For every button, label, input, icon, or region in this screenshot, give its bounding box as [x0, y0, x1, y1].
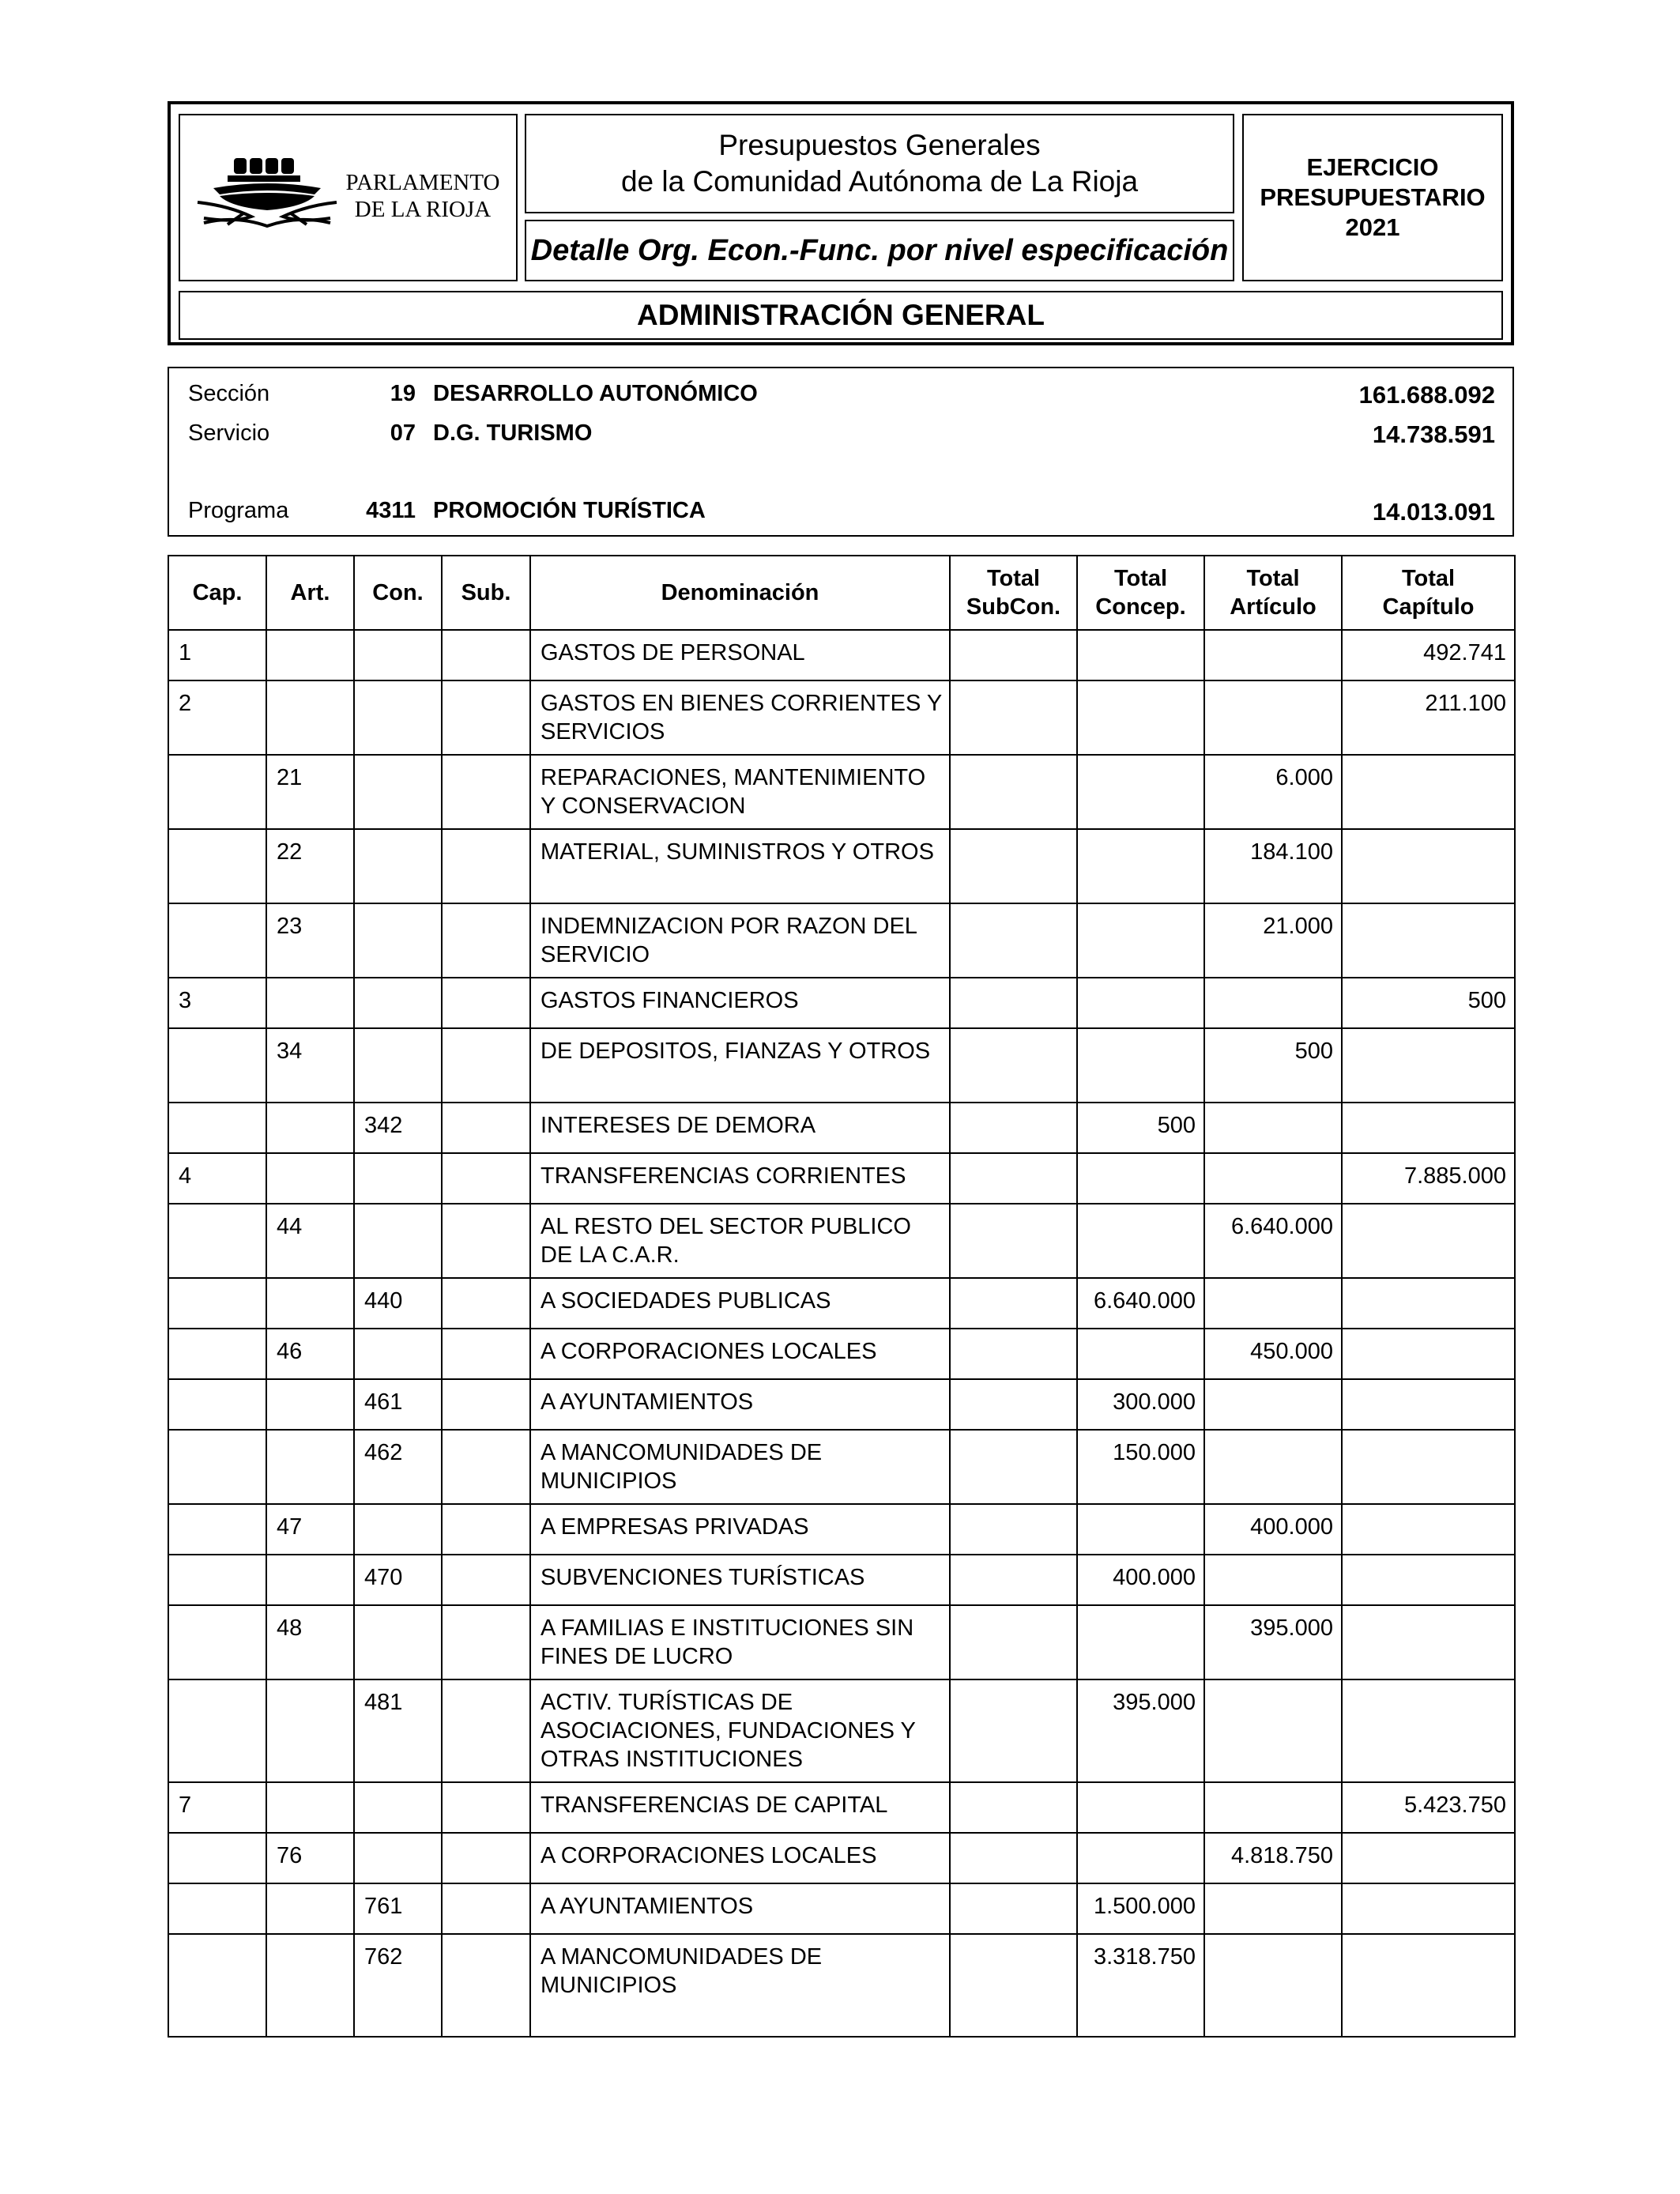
cell-total-subcon — [950, 1605, 1077, 1679]
table-row — [168, 1883, 1515, 1934]
ejercicio-line2: PRESUPUESTARIO — [1260, 183, 1486, 211]
cell-sub — [442, 630, 530, 680]
cell-cap: 4 — [168, 1153, 266, 1204]
seccion-row — [169, 381, 1512, 413]
servicio-row — [169, 420, 1512, 452]
cell-art — [266, 630, 354, 680]
cell-art — [266, 1883, 354, 1934]
table-row — [168, 1782, 1515, 1833]
cell-con: 761 — [354, 1883, 442, 1934]
cell-total-concep — [1077, 680, 1204, 755]
cell-total-subcon — [950, 1679, 1077, 1782]
cell-con — [354, 755, 442, 829]
cell-total-concep: 150.000 — [1077, 1430, 1204, 1504]
cell-total-concep: 300.000 — [1077, 1379, 1204, 1430]
cell-total-capitulo — [1342, 1430, 1515, 1504]
cell-art — [266, 1555, 354, 1605]
cell-sub — [442, 978, 530, 1028]
cell-total-capitulo: 492.741 — [1342, 630, 1515, 680]
column-header-total-concep: Total Concep. — [1077, 556, 1204, 630]
cell-denominacion: A FAMILIAS E INSTITUCIONES SIN FINES DE LUCRO — [530, 1605, 950, 1679]
cell-art — [266, 680, 354, 755]
cell-total-capitulo — [1342, 1934, 1515, 2037]
programa-row — [169, 498, 1512, 530]
cell-total-concep — [1077, 1605, 1204, 1679]
cell-cap — [168, 1833, 266, 1883]
table-row — [168, 1430, 1515, 1504]
cell-con: 481 — [354, 1679, 442, 1782]
cell-art: 44 — [266, 1204, 354, 1278]
table-row — [168, 1379, 1515, 1430]
cell-total-concep — [1077, 1782, 1204, 1833]
cell-total-subcon — [950, 1883, 1077, 1934]
cell-total-subcon — [950, 1028, 1077, 1103]
cell-cap — [168, 1504, 266, 1555]
cell-con — [354, 1204, 442, 1278]
cell-sub — [442, 680, 530, 755]
cell-cap — [168, 755, 266, 829]
cell-total-articulo: 184.100 — [1204, 829, 1342, 903]
cell-total-capitulo — [1342, 1883, 1515, 1934]
cell-total-capitulo: 211.100 — [1342, 680, 1515, 755]
cell-sub — [442, 1555, 530, 1605]
cell-sub — [442, 1782, 530, 1833]
cell-sub — [442, 1934, 530, 2037]
cell-cap — [168, 1430, 266, 1504]
cell-total-articulo: 450.000 — [1204, 1329, 1342, 1379]
table-row — [168, 829, 1515, 903]
cell-total-subcon — [950, 1379, 1077, 1430]
cell-total-subcon — [950, 1833, 1077, 1883]
cell-art — [266, 1679, 354, 1782]
seccion-label: Sección — [188, 381, 270, 406]
cell-con: 461 — [354, 1379, 442, 1430]
cell-total-articulo — [1204, 680, 1342, 755]
cell-sub — [442, 1028, 530, 1103]
cell-total-concep — [1077, 1833, 1204, 1883]
cell-cap — [168, 1329, 266, 1379]
cell-total-concep — [1077, 1329, 1204, 1379]
cell-denominacion: ACTIV. TURÍSTICAS DE ASOCIACIONES, FUNDACIONES Y OTRAS INSTITUCIONES — [530, 1679, 950, 1782]
cell-sub — [442, 1153, 530, 1204]
programa-code: 4311 — [366, 498, 416, 523]
cell-total-articulo — [1204, 1555, 1342, 1605]
cell-sub — [442, 755, 530, 829]
column-header-cap: Cap. — [168, 556, 266, 630]
cell-sub — [442, 903, 530, 978]
cell-cap — [168, 1028, 266, 1103]
cell-art — [266, 1103, 354, 1153]
cell-total-capitulo: 500 — [1342, 978, 1515, 1028]
table-row — [168, 1679, 1515, 1782]
title-line2: de la Comunidad Autónoma de La Rioja — [620, 165, 1139, 198]
cell-total-articulo — [1204, 1430, 1342, 1504]
cell-total-articulo — [1204, 1103, 1342, 1153]
cell-total-capitulo — [1342, 1028, 1515, 1103]
servicio-amount: 14.738.591 — [1372, 420, 1495, 448]
cell-total-subcon — [950, 1153, 1077, 1204]
cell-total-subcon — [950, 829, 1077, 903]
logo-text — [332, 169, 514, 223]
table-row — [168, 630, 1515, 680]
cell-total-capitulo — [1342, 1204, 1515, 1278]
servicio-name: D.G. TURISMO — [433, 420, 593, 446]
cell-total-articulo: 6.640.000 — [1204, 1204, 1342, 1278]
cell-total-articulo: 6.000 — [1204, 755, 1342, 829]
cell-total-subcon — [950, 1278, 1077, 1329]
cell-total-concep — [1077, 1204, 1204, 1278]
column-header-art: Art. — [266, 556, 354, 630]
cell-total-concep: 3.318.750 — [1077, 1934, 1204, 2037]
cell-total-capitulo — [1342, 1555, 1515, 1605]
cell-denominacion: GASTOS FINANCIEROS — [530, 978, 950, 1028]
cell-art: 47 — [266, 1504, 354, 1555]
table-row — [168, 978, 1515, 1028]
cell-total-concep: 500 — [1077, 1103, 1204, 1153]
cell-con — [354, 1504, 442, 1555]
cell-cap — [168, 1278, 266, 1329]
cell-total-articulo: 400.000 — [1204, 1504, 1342, 1555]
cell-cap: 1 — [168, 630, 266, 680]
cell-denominacion: SUBVENCIONES TURÍSTICAS — [530, 1555, 950, 1605]
cell-denominacion: A SOCIEDADES PUBLICAS — [530, 1278, 950, 1329]
cell-sub — [442, 1605, 530, 1679]
cell-cap — [168, 1103, 266, 1153]
cell-total-capitulo — [1342, 755, 1515, 829]
logo-text-line2: DE LA RIOJA — [354, 197, 492, 222]
cell-art: 23 — [266, 903, 354, 978]
section-title: ADMINISTRACIÓN GENERAL — [637, 299, 1045, 331]
cell-total-subcon — [950, 978, 1077, 1028]
cell-total-articulo: 395.000 — [1204, 1605, 1342, 1679]
seccion-code: 19 — [390, 381, 416, 406]
cell-art: 48 — [266, 1605, 354, 1679]
admin-box — [179, 291, 1503, 340]
column-header-total-subcon: Total SubCon. — [950, 556, 1077, 630]
cell-denominacion: A MANCOMUNIDADES DE MUNICIPIOS — [530, 1430, 950, 1504]
table-header-row — [168, 556, 1515, 630]
cell-total-subcon — [950, 1504, 1077, 1555]
cell-total-concep: 6.640.000 — [1077, 1278, 1204, 1329]
cell-total-capitulo — [1342, 1605, 1515, 1679]
cell-art: 46 — [266, 1329, 354, 1379]
cell-cap: 7 — [168, 1782, 266, 1833]
cell-con — [354, 1605, 442, 1679]
cell-total-articulo — [1204, 630, 1342, 680]
cell-art — [266, 978, 354, 1028]
cell-con — [354, 1153, 442, 1204]
cell-denominacion: INDEMNIZACION POR RAZON DEL SERVICIO — [530, 903, 950, 978]
table-row — [168, 1278, 1515, 1329]
cell-sub — [442, 1278, 530, 1329]
column-header-total-capitulo: Total Capítulo — [1342, 556, 1515, 630]
cell-art — [266, 1278, 354, 1329]
document-header — [168, 101, 1514, 345]
subtitle-box — [525, 220, 1234, 281]
cell-art — [266, 1153, 354, 1204]
cell-total-subcon — [950, 903, 1077, 978]
table-row — [168, 1555, 1515, 1605]
cell-total-capitulo — [1342, 1833, 1515, 1883]
cell-total-capitulo — [1342, 903, 1515, 978]
title-line1: Presupuestos Generales — [718, 129, 1041, 161]
parlamento-emblem-icon — [196, 147, 338, 242]
table-row — [168, 1605, 1515, 1679]
cell-total-concep — [1077, 829, 1204, 903]
cell-total-subcon — [950, 680, 1077, 755]
cell-total-concep — [1077, 630, 1204, 680]
table-row — [168, 1833, 1515, 1883]
cell-denominacion: GASTOS DE PERSONAL — [530, 630, 950, 680]
cell-denominacion: REPARACIONES, MANTENIMIENTO Y CONSERVACION — [530, 755, 950, 829]
cell-sub — [442, 1103, 530, 1153]
table-row — [168, 903, 1515, 978]
cell-total-articulo — [1204, 1782, 1342, 1833]
seccion-amount: 161.688.092 — [1358, 381, 1495, 409]
cell-total-subcon — [950, 1204, 1077, 1278]
cell-total-articulo — [1204, 978, 1342, 1028]
cell-con — [354, 630, 442, 680]
cell-denominacion: A AYUNTAMIENTOS — [530, 1379, 950, 1430]
cell-con — [354, 1329, 442, 1379]
cell-sub — [442, 1329, 530, 1379]
cell-con — [354, 829, 442, 903]
table-row — [168, 755, 1515, 829]
cell-denominacion: GASTOS EN BIENES CORRIENTES Y SERVICIOS — [530, 680, 950, 755]
cell-total-subcon — [950, 1782, 1077, 1833]
cell-total-subcon — [950, 755, 1077, 829]
cell-con: 440 — [354, 1278, 442, 1329]
seccion-name: DESARROLLO AUTONÓMICO — [433, 381, 758, 406]
table-row — [168, 1153, 1515, 1204]
programa-name: PROMOCIÓN TURÍSTICA — [433, 498, 706, 523]
cell-sub — [442, 1679, 530, 1782]
cell-con — [354, 1782, 442, 1833]
cell-total-subcon — [950, 1934, 1077, 2037]
cell-total-concep — [1077, 1028, 1204, 1103]
cell-denominacion: MATERIAL, SUMINISTROS Y OTROS — [530, 829, 950, 903]
cell-total-articulo — [1204, 1934, 1342, 2037]
logo-box — [179, 114, 518, 281]
cell-denominacion: TRANSFERENCIAS CORRIENTES — [530, 1153, 950, 1204]
servicio-code: 07 — [390, 420, 416, 446]
cell-cap — [168, 1679, 266, 1782]
cell-total-concep — [1077, 903, 1204, 978]
cell-art: 22 — [266, 829, 354, 903]
cell-art: 76 — [266, 1833, 354, 1883]
cell-denominacion: A CORPORACIONES LOCALES — [530, 1329, 950, 1379]
cell-art — [266, 1379, 354, 1430]
cell-total-articulo: 4.818.750 — [1204, 1833, 1342, 1883]
cell-cap — [168, 903, 266, 978]
cell-denominacion: A MANCOMUNIDADES DE MUNICIPIOS — [530, 1934, 950, 2037]
cell-cap — [168, 1934, 266, 2037]
cell-art: 21 — [266, 755, 354, 829]
cell-denominacion: DE DEPOSITOS, FIANZAS Y OTROS — [530, 1028, 950, 1103]
column-header-denominacion: Denominación — [530, 556, 950, 630]
cell-cap — [168, 1605, 266, 1679]
cell-denominacion: A EMPRESAS PRIVADAS — [530, 1504, 950, 1555]
cell-art — [266, 1430, 354, 1504]
cell-total-concep: 395.000 — [1077, 1679, 1204, 1782]
column-header-total-articulo: Total Artículo — [1204, 556, 1342, 630]
cell-cap: 3 — [168, 978, 266, 1028]
table-row — [168, 1103, 1515, 1153]
cell-sub — [442, 1204, 530, 1278]
cell-cap — [168, 1555, 266, 1605]
cell-total-subcon — [950, 630, 1077, 680]
cell-art: 34 — [266, 1028, 354, 1103]
cell-cap — [168, 1883, 266, 1934]
ejercicio-line1: EJERCICIO — [1306, 153, 1439, 181]
cell-total-capitulo — [1342, 1329, 1515, 1379]
cell-art — [266, 1782, 354, 1833]
cell-cap: 2 — [168, 680, 266, 755]
programa-label: Programa — [188, 498, 289, 523]
cell-cap — [168, 1379, 266, 1430]
cell-denominacion: A CORPORACIONES LOCALES — [530, 1833, 950, 1883]
cell-total-articulo — [1204, 1679, 1342, 1782]
cell-sub — [442, 829, 530, 903]
cell-sub — [442, 1833, 530, 1883]
cell-con: 342 — [354, 1103, 442, 1153]
cell-denominacion: INTERESES DE DEMORA — [530, 1103, 950, 1153]
organization-info — [168, 367, 1514, 537]
cell-total-capitulo — [1342, 829, 1515, 903]
cell-sub — [442, 1430, 530, 1504]
servicio-label: Servicio — [188, 420, 270, 446]
column-header-con: Con. — [354, 556, 442, 630]
budget-table — [168, 555, 1516, 2038]
cell-total-articulo: 21.000 — [1204, 903, 1342, 978]
cell-denominacion: TRANSFERENCIAS DE CAPITAL — [530, 1782, 950, 1833]
column-header-sub: Sub. — [442, 556, 530, 630]
cell-total-capitulo — [1342, 1504, 1515, 1555]
cell-sub — [442, 1504, 530, 1555]
cell-total-capitulo — [1342, 1379, 1515, 1430]
ejercicio-year: 2021 — [1345, 213, 1400, 241]
cell-total-articulo: 500 — [1204, 1028, 1342, 1103]
ejercicio-box — [1242, 114, 1503, 281]
cell-total-capitulo: 5.423.750 — [1342, 1782, 1515, 1833]
cell-con — [354, 1833, 442, 1883]
cell-cap — [168, 829, 266, 903]
table-row — [168, 1934, 1515, 2037]
cell-total-capitulo — [1342, 1278, 1515, 1329]
cell-cap — [168, 1204, 266, 1278]
table-row — [168, 1028, 1515, 1103]
cell-total-concep — [1077, 1153, 1204, 1204]
cell-sub — [442, 1883, 530, 1934]
table-row — [168, 1204, 1515, 1278]
cell-total-capitulo — [1342, 1679, 1515, 1782]
cell-total-articulo — [1204, 1379, 1342, 1430]
cell-con: 470 — [354, 1555, 442, 1605]
cell-con: 762 — [354, 1934, 442, 2037]
cell-total-capitulo — [1342, 1103, 1515, 1153]
cell-total-capitulo: 7.885.000 — [1342, 1153, 1515, 1204]
report-subtitle: Detalle Org. Econ.-Func. por nivel especificación — [530, 233, 1229, 267]
programa-amount: 14.013.091 — [1372, 498, 1495, 526]
cell-con — [354, 903, 442, 978]
table-row — [168, 680, 1515, 755]
table-row — [168, 1329, 1515, 1379]
cell-total-concep: 1.500.000 — [1077, 1883, 1204, 1934]
cell-total-articulo — [1204, 1278, 1342, 1329]
cell-total-subcon — [950, 1555, 1077, 1605]
cell-total-concep: 400.000 — [1077, 1555, 1204, 1605]
cell-total-articulo — [1204, 1883, 1342, 1934]
logo-text-line1: PARLAMENTO — [345, 170, 500, 195]
cell-total-subcon — [950, 1103, 1077, 1153]
cell-art — [266, 1934, 354, 2037]
cell-con: 462 — [354, 1430, 442, 1504]
cell-denominacion: AL RESTO DEL SECTOR PUBLICO DE LA C.A.R. — [530, 1204, 950, 1278]
cell-total-concep — [1077, 1504, 1204, 1555]
cell-total-concep — [1077, 755, 1204, 829]
cell-total-concep — [1077, 978, 1204, 1028]
cell-con — [354, 978, 442, 1028]
cell-con — [354, 680, 442, 755]
cell-denominacion: A AYUNTAMIENTOS — [530, 1883, 950, 1934]
title-box — [525, 114, 1234, 213]
table-row — [168, 1504, 1515, 1555]
cell-con — [354, 1028, 442, 1103]
cell-total-subcon — [950, 1430, 1077, 1504]
cell-total-subcon — [950, 1329, 1077, 1379]
table-body — [168, 630, 1515, 2037]
cell-sub — [442, 1379, 530, 1430]
cell-total-articulo — [1204, 1153, 1342, 1204]
